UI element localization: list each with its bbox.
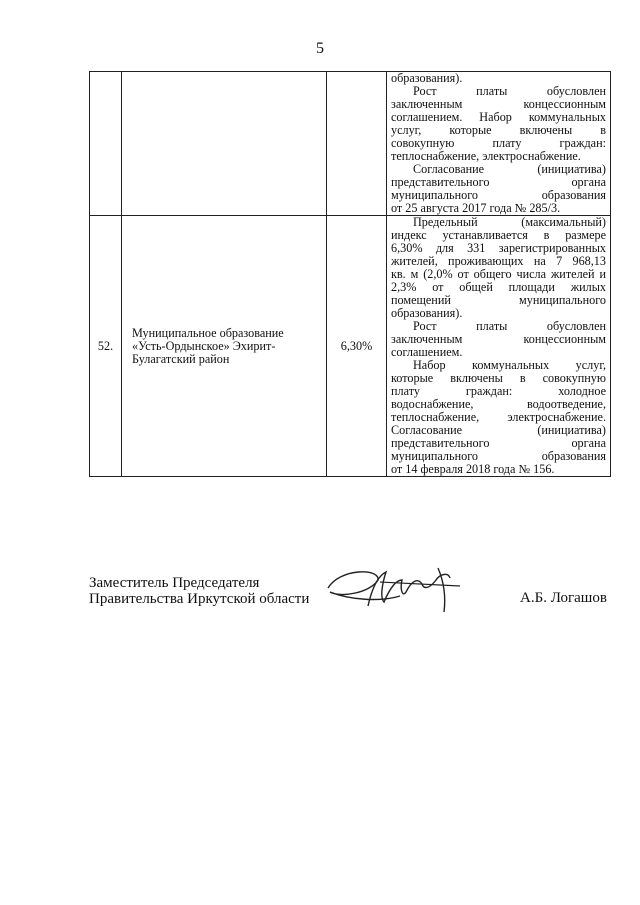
signer-position-line-2: Правительства Иркутской области bbox=[89, 591, 310, 607]
description-line: представительного органа bbox=[391, 437, 606, 450]
row-number bbox=[90, 72, 122, 216]
description-line: совокупную плату граждан: bbox=[391, 137, 606, 150]
handwritten-signature bbox=[320, 558, 480, 618]
description-line: образования). bbox=[391, 72, 463, 85]
municipality-name: Муниципальное образование «Усть-Ордынское» Эхирит-Булагатский район bbox=[122, 216, 327, 477]
description-line: образования). bbox=[391, 307, 463, 320]
description-line: от 14 февраля 2018 года № 156. bbox=[391, 463, 555, 476]
description-line: Согласование (инициатива) bbox=[413, 163, 606, 176]
description-line: заключенным концессионным bbox=[391, 333, 606, 346]
description-line: Рост платы обусловлен bbox=[413, 320, 606, 333]
description-line: Предельный (максимальный) bbox=[413, 216, 606, 229]
table-row bbox=[90, 216, 611, 477]
description-line: 2,3% от общей площади жилых bbox=[391, 281, 606, 294]
index-value bbox=[327, 72, 387, 216]
municipality-name bbox=[122, 72, 327, 216]
index-value: 6,30% bbox=[327, 216, 387, 477]
description-line: Набор коммунальных услуг, bbox=[413, 359, 606, 372]
description-line: которые включены в совокупную bbox=[391, 372, 606, 385]
description-line: теплоснабжение, электроснабжение. bbox=[391, 411, 606, 424]
description-line: индекс устанавливается в размере bbox=[391, 229, 606, 242]
description-line: кв. м (2,0% от общего числа жителей и bbox=[391, 268, 606, 281]
signer-position-line-1: Заместитель Председателя bbox=[89, 575, 260, 591]
description-line: Согласование (инициатива) bbox=[391, 424, 606, 437]
description-line: Рост платы обусловлен bbox=[413, 85, 606, 98]
index-table bbox=[89, 71, 611, 477]
description-line: заключенным концессионным bbox=[391, 98, 606, 111]
description-line: плату граждан: холодное bbox=[391, 385, 606, 398]
description-line: водоснабжение, водоотведение, bbox=[391, 398, 606, 411]
description-line: соглашением. Набор коммунальных bbox=[391, 111, 606, 124]
description-line: услуг, которые включены в bbox=[391, 124, 606, 137]
signer-position bbox=[89, 575, 309, 607]
description-line: соглашением. bbox=[391, 346, 463, 359]
table-row bbox=[90, 72, 611, 216]
row-number: 52. bbox=[90, 216, 122, 477]
signer-name: А.Б. Логашов bbox=[520, 590, 607, 606]
description-line: 6,30% для 331 зарегистрированных bbox=[391, 242, 606, 255]
page-number: 5 bbox=[316, 40, 324, 57]
description-cell bbox=[387, 72, 611, 216]
description-line: жителей, проживающих на 7 968,13 bbox=[391, 255, 606, 268]
description-line: муниципального образования bbox=[391, 450, 606, 463]
description-line: теплоснабжение, электроснабжение. bbox=[391, 150, 581, 163]
description-line: помещений муниципального bbox=[391, 294, 606, 307]
description-line: представительного органа bbox=[391, 176, 606, 189]
description-line: от 25 августа 2017 года № 285/3. bbox=[391, 202, 561, 215]
description-cell bbox=[387, 216, 611, 477]
description-line: муниципального образования bbox=[391, 189, 606, 202]
